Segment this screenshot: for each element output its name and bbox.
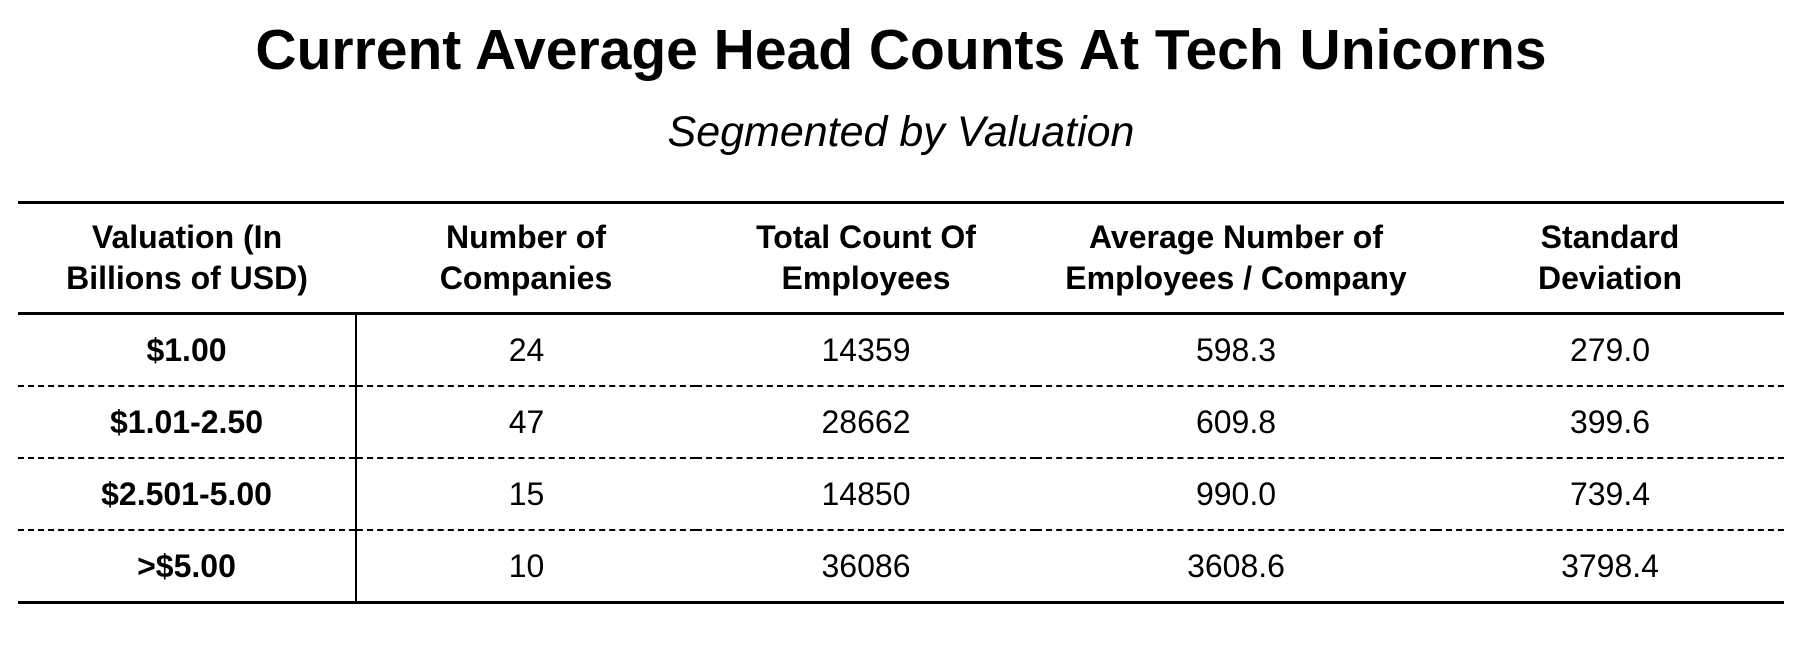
table-header [18, 203, 1784, 314]
valuation-cell: >$5.00 [18, 530, 356, 603]
std-dev-cell: 279.0 [1569, 331, 1651, 368]
table-row [18, 314, 1784, 387]
total-employees-cell: 14850 [696, 458, 1036, 530]
valuation-cell: $2.501-5.00 [18, 458, 356, 530]
header-line: Standard [1540, 219, 1680, 255]
header-average-employees [1036, 203, 1436, 314]
table-row [18, 386, 1784, 458]
companies-cell: 47 [356, 386, 696, 458]
page-title: Current Average Head Counts At Tech Unicorns [255, 18, 1547, 82]
header-row [18, 203, 1784, 314]
header-line: Employees [781, 260, 951, 296]
header-line: Employees / Company [1065, 260, 1407, 296]
std-dev-cell: 399.6 [1436, 386, 1784, 458]
header-line: Number of [446, 219, 606, 255]
table-row [18, 458, 1784, 530]
header-total-employees [696, 203, 1036, 314]
table-body [18, 314, 1784, 603]
header-line: Total Count Of [756, 219, 976, 255]
average-employees-cell: 3608.6 [1036, 530, 1436, 603]
std-dev-cell: 739.4 [1436, 458, 1784, 530]
header-line: Billions of USD) [66, 260, 308, 296]
header-line: Deviation [1537, 260, 1683, 296]
valuation-table [18, 201, 1784, 604]
total-employees-cell: 14359 [821, 331, 911, 368]
average-employees-cell: 598.3 [1195, 331, 1277, 368]
std-dev-cell: 3798.4 [1436, 530, 1784, 603]
companies-cell: 24 [508, 331, 545, 368]
header-number-of-companies [356, 203, 696, 314]
companies-cell: 10 [356, 530, 696, 603]
page-subtitle: Segmented by Valuation [667, 108, 1135, 156]
table-row [18, 530, 1784, 603]
header-line: Valuation (In [91, 219, 283, 255]
header-line: Average Number of [1089, 219, 1383, 255]
header-standard-deviation [1436, 203, 1784, 314]
companies-cell: 15 [356, 458, 696, 530]
average-employees-cell: 990.0 [1036, 458, 1436, 530]
total-employees-cell: 28662 [696, 386, 1036, 458]
total-employees-cell: 36086 [696, 530, 1036, 603]
average-employees-cell: 609.8 [1036, 386, 1436, 458]
valuation-cell: $1.00 [18, 314, 356, 387]
header-valuation [18, 203, 356, 314]
valuation-cell: $1.01-2.50 [18, 386, 356, 458]
header-line: Companies [439, 260, 613, 296]
